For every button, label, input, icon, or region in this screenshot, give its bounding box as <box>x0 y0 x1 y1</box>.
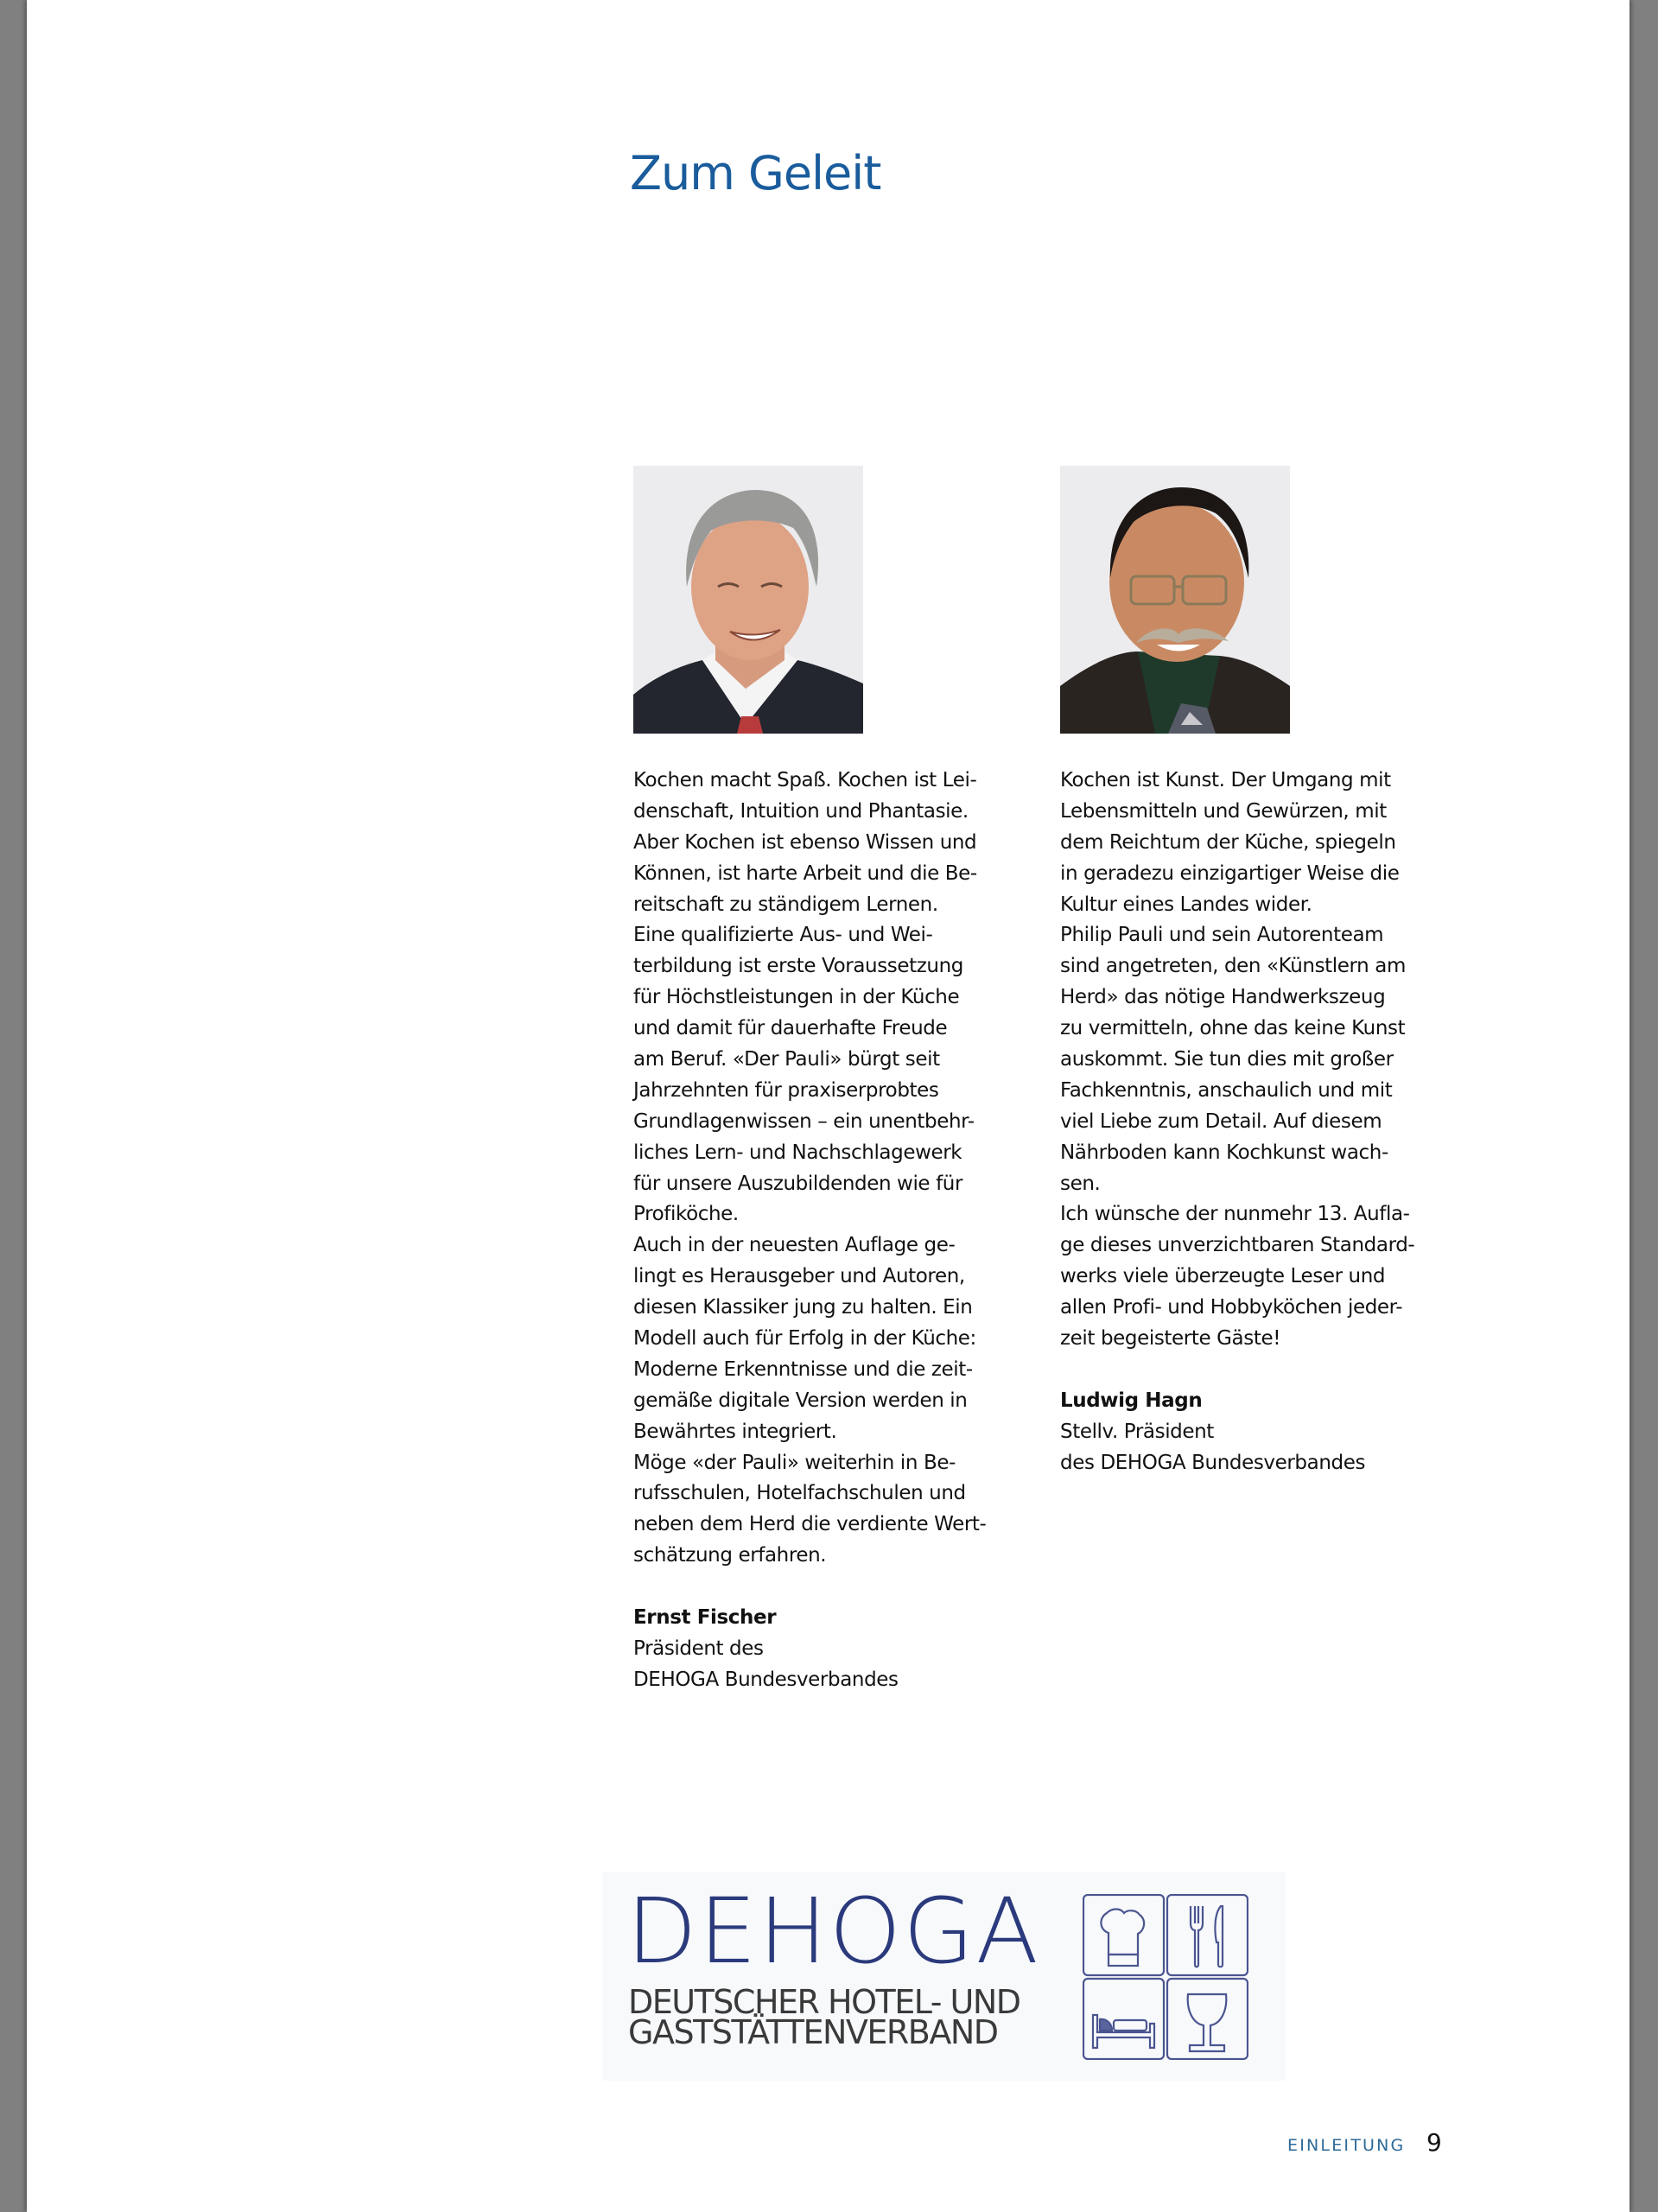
text-line: viel Liebe zum Detail. Auf diesem <box>1060 1109 1382 1133</box>
text-line: Profiköche. <box>633 1203 739 1226</box>
foreword-column-2 <box>1060 766 1442 1479</box>
text-line: und damit für dauerhafte Freude <box>633 1017 948 1040</box>
text-line: reitschaft zu ständigem Lernen. <box>633 893 938 916</box>
text-line: zeit begeisterte Gäste! <box>1060 1327 1281 1351</box>
foreword-text <box>633 766 1015 1572</box>
text-line: in geradezu einzigartiger Weise die <box>1060 861 1400 885</box>
logo-subtitle-line: DEUTSCHER HOTEL- UND <box>628 1983 1020 2021</box>
text-line: Auch in der neuesten Auflage ge- <box>633 1234 956 1257</box>
text-line: diesen Klassiker jung zu halten. Ein <box>633 1296 973 1319</box>
text-line: für Höchstleistungen in der Küche <box>633 986 960 1009</box>
text-line: werks viele überzeugte Leser und <box>1060 1265 1386 1288</box>
chef-hat-icon <box>1101 1910 1144 1967</box>
text-line: Fachkenntnis, anschaulich und mit <box>1060 1078 1393 1102</box>
signature-block <box>1060 1386 1442 1479</box>
signature-role: des DEHOGA Bundesverbandes <box>1060 1451 1366 1474</box>
text-line: sen. <box>1060 1172 1101 1195</box>
text-line: Kultur eines Landes wider. <box>1060 893 1312 916</box>
logo-subtitle <box>628 1983 1020 2051</box>
page-title: Zum Geleit <box>630 146 881 200</box>
text-line: Kochen macht Spaß. Kochen ist Lei- <box>633 769 977 791</box>
text-line: für unsere Auszubildenden wie für <box>633 1172 963 1195</box>
portrait-photo-ernst-fischer <box>633 466 863 734</box>
text-line: Nährboden kann Kochkunst wach- <box>1060 1141 1388 1164</box>
foreword-text <box>1060 766 1442 1355</box>
signature-block <box>633 1603 1015 1696</box>
text-line: Aber Kochen ist ebenso Wissen und <box>633 830 977 854</box>
portrait-photo-ludwig-hagn <box>1060 466 1290 734</box>
text-line: ge dieses unverzichtbaren Standard- <box>1060 1234 1415 1257</box>
text-line: Jahrzehnten für praxiserprobtes <box>633 1078 939 1102</box>
logo-wordmark: DEHOGA <box>626 1878 1040 1984</box>
text-line: denschaft, Intuition und Phantasie. <box>633 799 969 823</box>
text-line: schätzung erfahren. <box>633 1544 827 1567</box>
text-line: Bewährtes integriert. <box>633 1420 837 1443</box>
logo-subtitle-line: GASTSTÄTTENVERBAND <box>628 2013 998 2051</box>
text-line: Grundlagenwissen – ein unentbehr- <box>633 1109 975 1133</box>
text-line: Modell auch für Erfolg in der Küche: <box>633 1327 976 1351</box>
text-line: am Beruf. «Der Pauli» bürgt seit <box>633 1048 940 1071</box>
portrait-image <box>633 466 863 734</box>
foreword-column-1 <box>633 766 1015 1696</box>
signature-name: Ludwig Hagn <box>1060 1389 1203 1412</box>
page-number: 9 <box>1426 2128 1442 2157</box>
signature-name: Ernst Fischer <box>633 1606 777 1630</box>
text-line: Philip Pauli und sein Autorenteam <box>1060 924 1384 947</box>
text-line: Herd» das nötige Handwerkszeug <box>1060 986 1386 1009</box>
text-line: Ich wünsche der nunmehr 13. Aufla- <box>1060 1203 1410 1226</box>
text-line: liches Lern- und Nachschlagewerk <box>633 1141 962 1164</box>
bed-icon <box>1093 2015 1154 2048</box>
text-line: rufsschulen, Hotelfachschulen und <box>633 1482 966 1505</box>
text-line: zu vermitteln, ohne das keine Kunst <box>1060 1017 1406 1040</box>
text-line: lingt es Herausgeber und Autoren, <box>633 1265 965 1288</box>
portrait-image <box>1060 466 1290 734</box>
footer-section-label: EINLEITUNG <box>1287 2136 1406 2155</box>
text-line: Lebensmitteln und Gewürzen, mit <box>1060 799 1387 823</box>
text-line: neben dem Herd die verdiente Wert- <box>633 1513 987 1536</box>
text-line: Kochen ist Kunst. Der Umgang mit <box>1060 769 1391 791</box>
signature-role: Stellv. Präsident <box>1060 1420 1214 1443</box>
text-line: Eine qualifizierte Aus- und Wei- <box>633 924 933 947</box>
text-line: terbildung ist erste Voraussetzung <box>633 955 963 978</box>
signature-role: Präsident des <box>633 1637 764 1660</box>
text-line: dem Reichtum der Küche, spiegeln <box>1060 830 1396 854</box>
logo-icon-grid <box>1083 1894 1248 2060</box>
wine-glass-icon <box>1188 1994 1227 2051</box>
text-line: gemäße digitale Version werden in <box>633 1389 968 1412</box>
text-line: Moderne Erkenntnisse und die zeit- <box>633 1357 973 1381</box>
text-line: auskommt. Sie tun dies mit großer <box>1060 1048 1394 1071</box>
cutlery-icon <box>1191 1906 1223 1967</box>
document-page <box>27 0 1629 2212</box>
dehoga-logo <box>602 1872 1286 2081</box>
text-line: sind angetreten, den «Künstlern am <box>1060 955 1406 978</box>
text-line: Können, ist harte Arbeit und die Be- <box>633 861 977 885</box>
text-line: allen Profi- und Hobbyköchen jeder- <box>1060 1296 1403 1319</box>
signature-role: DEHOGA Bundesverbandes <box>633 1668 899 1691</box>
text-line: Möge «der Pauli» weiterhin in Be- <box>633 1451 956 1474</box>
